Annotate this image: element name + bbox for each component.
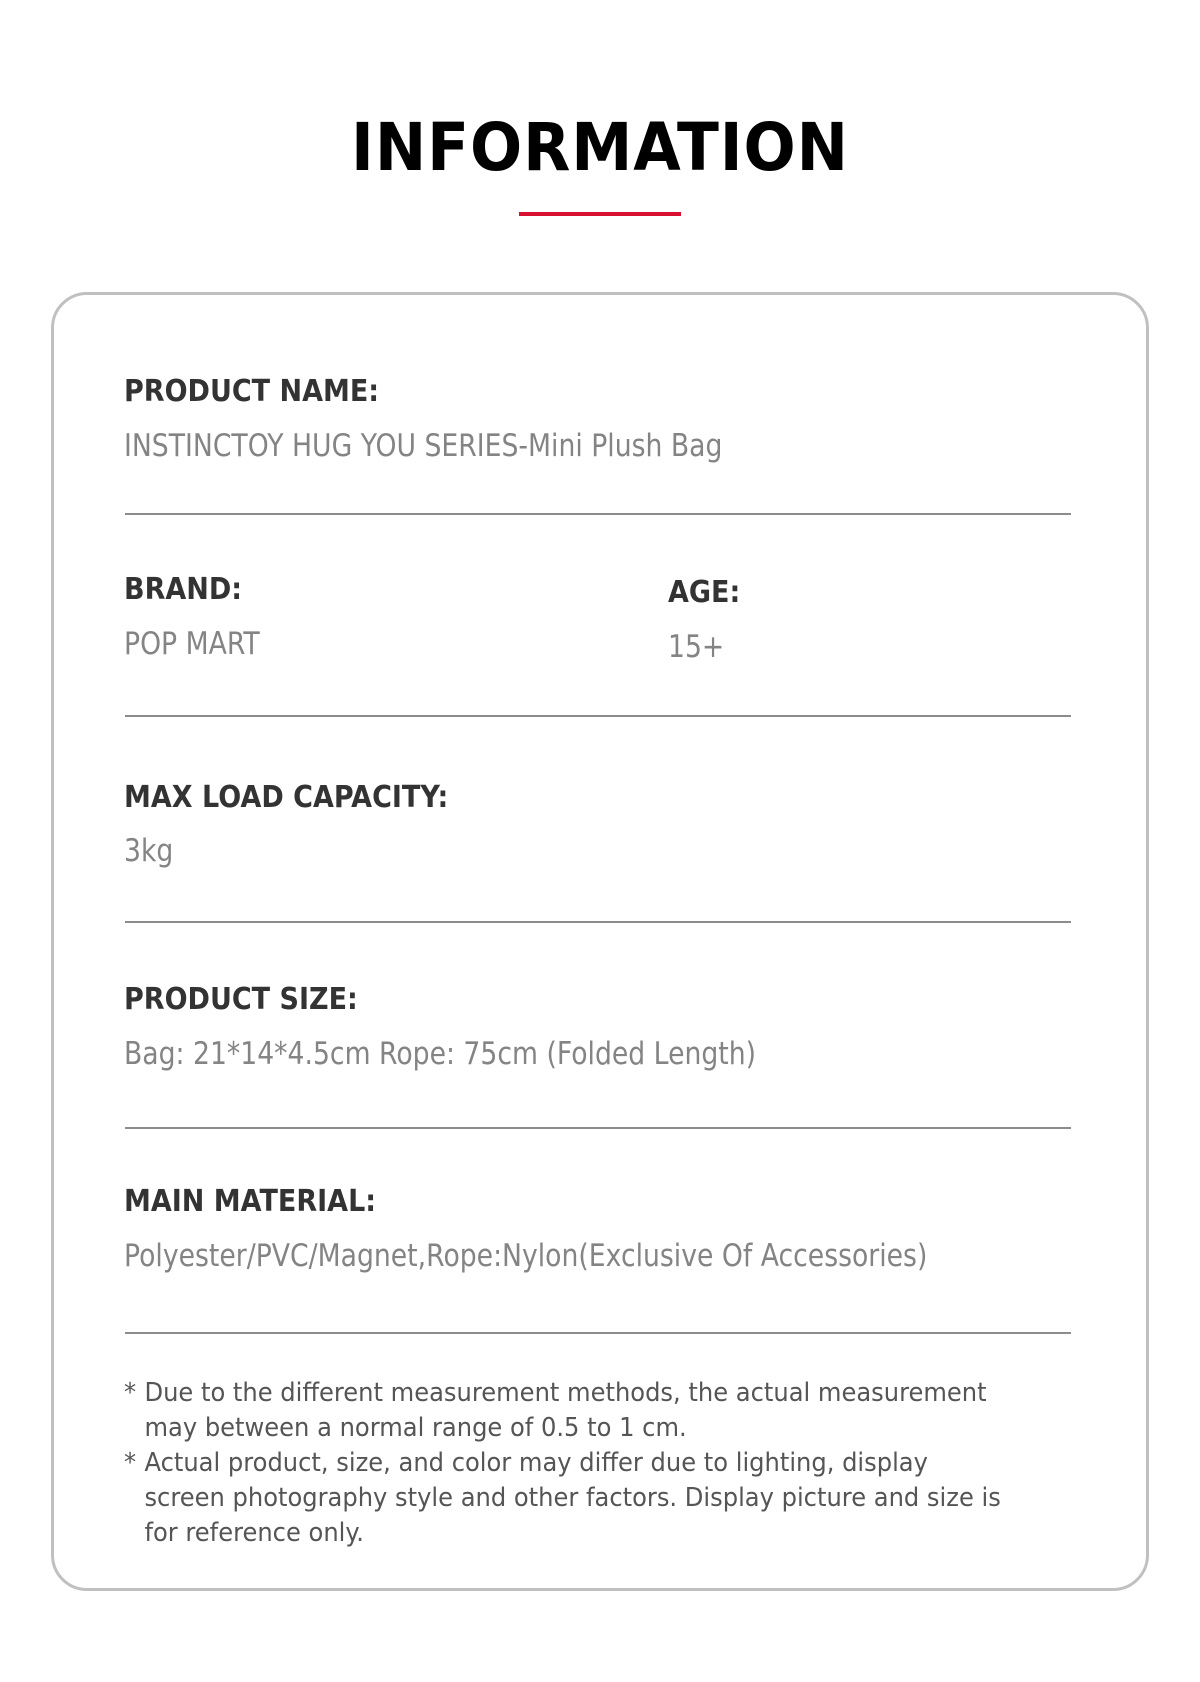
note-measurement	[124, 1376, 1017, 1446]
divider	[125, 715, 1071, 717]
note-line: Due to the different measurement methods, the actual measurement	[144, 1378, 987, 1408]
product-size-value: Bag: 21*14*4.5cm Rope: 75cm (Folded Length)	[124, 1036, 757, 1072]
main-material-label: MAIN MATERIAL:	[124, 1184, 377, 1219]
disclaimer-notes	[124, 1376, 1084, 1551]
max-load-capacity-label: MAX LOAD CAPACITY:	[124, 780, 449, 815]
product-name-value: INSTINCTOY HUG YOU SERIES-Mini Plush Bag	[124, 428, 723, 464]
main-material-value: Polyester/PVC/Magnet,Rope:Nylon(Exclusive Of Accessories)	[124, 1238, 928, 1274]
note-line: screen photography style and other factors. Display picture and size is	[144, 1483, 1001, 1513]
divider	[125, 921, 1071, 923]
asterisk-marker: *	[124, 1378, 137, 1408]
title-accent-underline	[519, 212, 681, 216]
note-display-disclaimer	[124, 1446, 1017, 1551]
note-line: may between a normal range of 0.5 to 1 cm.	[144, 1413, 687, 1443]
divider	[125, 513, 1071, 515]
note-line: for reference only.	[144, 1518, 364, 1548]
brand-value: POP MART	[124, 626, 260, 662]
divider	[125, 1127, 1071, 1129]
product-name-label: PRODUCT NAME:	[124, 374, 380, 409]
age-label: AGE:	[668, 575, 741, 610]
divider	[125, 1332, 1071, 1334]
brand-label: BRAND:	[124, 572, 243, 607]
max-load-capacity-value: 3kg	[124, 833, 174, 869]
page-title: INFORMATION	[351, 109, 849, 186]
age-value: 15+	[668, 629, 725, 665]
note-line: Actual product, size, and color may differ due to lighting, display	[144, 1448, 928, 1478]
product-size-label: PRODUCT SIZE:	[124, 982, 358, 1017]
asterisk-marker: *	[124, 1448, 137, 1478]
